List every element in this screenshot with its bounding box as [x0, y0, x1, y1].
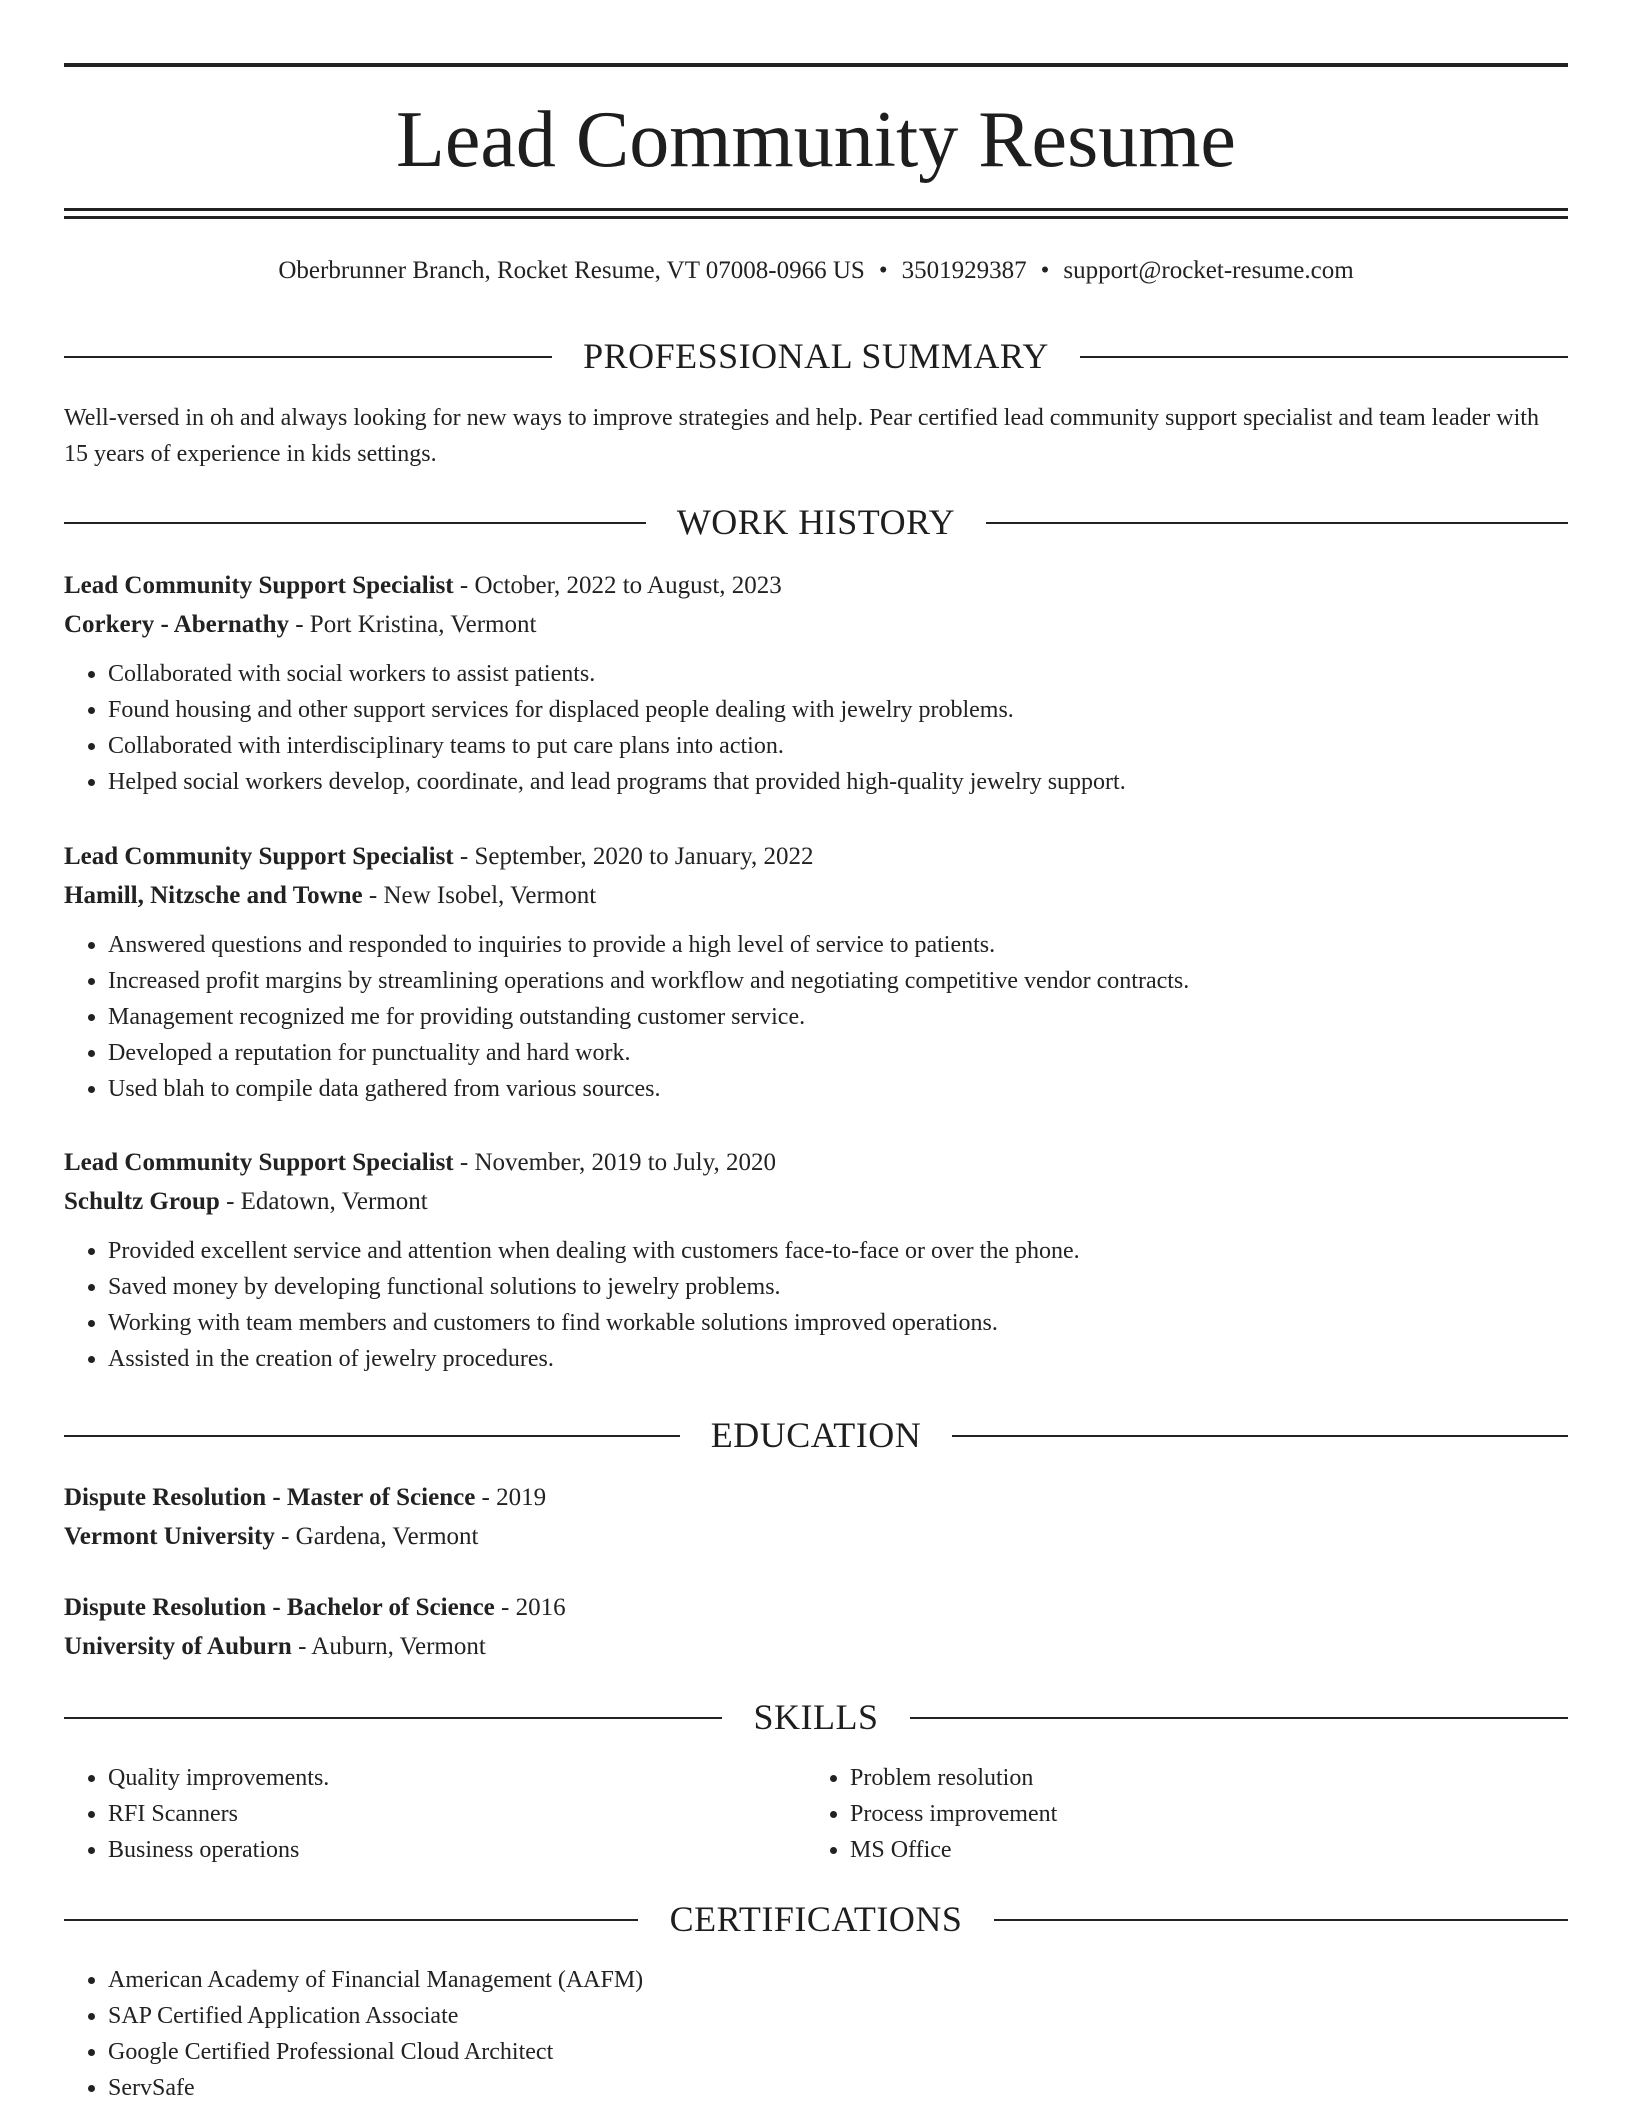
education-location: - Gardena, Vermont	[274, 1523, 479, 1550]
job-dates: - October, 2022 to August, 2023	[453, 572, 782, 599]
job-dates: - November, 2019 to July, 2020	[453, 1149, 776, 1176]
list-item: • American Academy of Financial Management (AAFM)	[108, 1962, 1568, 1998]
section-heading-certifications	[64, 1894, 1568, 1944]
education-year: - 2016	[494, 1594, 566, 1621]
contact-phone: 3501929387	[901, 257, 1027, 284]
job-title-line	[64, 566, 1568, 605]
section-title: SKILLS	[753, 1697, 879, 1737]
contact-address: Oberbrunner Branch, Rocket Resume, VT 07008-0966 US	[278, 257, 865, 284]
list-item: • Provided excellent service and attention when dealing with customers face-to-face or over the phone.	[108, 1233, 1568, 1269]
section-heading-work-history	[64, 497, 1568, 547]
job-company: Hamill, Nitzsche and Towne	[64, 882, 363, 909]
list-item: • Management recognized me for providing outstanding customer service.	[108, 999, 1568, 1035]
skills-list	[64, 1760, 1568, 1870]
job-bullets	[64, 927, 1568, 1107]
job-title: Lead Community Support Specialist	[64, 572, 454, 599]
list-item: • Business operations	[108, 1832, 764, 1868]
list-item: • Found housing and other support services for displaced people dealing with jewelry problems.	[108, 692, 1568, 728]
education-degree-line	[64, 1588, 1568, 1627]
education-degree: Dispute Resolution - Master of Science	[64, 1484, 476, 1511]
heading-rule	[994, 1919, 1568, 1921]
list-item: • Assisted in the creation of jewelry procedures.	[108, 1341, 1568, 1377]
top-rule	[64, 63, 1568, 67]
job-entry	[64, 1143, 1568, 1377]
list-item: • Answered questions and responded to inquiries to provide a high level of service to patients.	[108, 927, 1568, 963]
list-item: • SAP Certified Application Associate	[108, 1998, 1568, 2034]
job-location: - Edatown, Vermont	[219, 1188, 428, 1215]
education-entry	[64, 1588, 1568, 1666]
section-title: CERTIFICATIONS	[669, 1899, 963, 1939]
job-dates: - September, 2020 to January, 2022	[453, 843, 814, 870]
section-title: PROFESSIONAL SUMMARY	[583, 336, 1049, 376]
list-item: • RFI Scanners	[108, 1796, 764, 1832]
job-title-line	[64, 837, 1568, 876]
heading-rule	[986, 522, 1568, 524]
job-bullets	[64, 1233, 1568, 1377]
list-item: • Collaborated with social workers to assist patients.	[108, 656, 1568, 692]
certifications-list	[64, 1962, 1568, 2106]
job-company-line	[64, 605, 1568, 644]
job-title-line	[64, 1143, 1568, 1182]
list-item: • ServSafe	[108, 2070, 1568, 2106]
list-item: • Used blah to compile data gathered from various sources.	[108, 1071, 1568, 1107]
education-entry	[64, 1478, 1568, 1556]
contact-email: support@rocket-resume.com	[1063, 257, 1354, 284]
section-title: WORK HISTORY	[676, 502, 956, 542]
certification-bullets	[64, 1962, 1568, 2106]
education-school: Vermont University	[64, 1523, 275, 1550]
section-heading-skills	[64, 1692, 1568, 1742]
list-item: • Saved money by developing functional solutions to jewelry problems.	[108, 1269, 1568, 1305]
education-location: - Auburn, Vermont	[291, 1633, 486, 1660]
education-school-line	[64, 1627, 1568, 1666]
job-company-line	[64, 1182, 1568, 1221]
skills-column-left	[64, 1760, 764, 1868]
education-degree: Dispute Resolution - Bachelor of Science	[64, 1594, 495, 1621]
section-title: EDUCATION	[710, 1415, 922, 1455]
section-heading-education	[64, 1410, 1568, 1460]
job-title: Lead Community Support Specialist	[64, 843, 454, 870]
job-entry	[64, 566, 1568, 800]
education-school: University of Auburn	[64, 1633, 292, 1660]
list-item: • Collaborated with interdisciplinary teams to put care plans into action.	[108, 728, 1568, 764]
contact-separator: •	[1040, 257, 1050, 284]
list-item: • Developed a reputation for punctuality and hard work.	[108, 1035, 1568, 1071]
title-double-rule-bottom	[64, 216, 1568, 219]
job-company: Corkery - Abernathy	[64, 611, 289, 638]
job-bullets	[64, 656, 1568, 800]
education-school-line	[64, 1517, 1568, 1556]
list-item: • MS Office	[850, 1832, 1506, 1868]
resume-title: Lead Community Resume	[396, 96, 1236, 184]
list-item: • Google Certified Professional Cloud Architect	[108, 2034, 1568, 2070]
job-company: Schultz Group	[64, 1188, 220, 1215]
education-degree-line	[64, 1478, 1568, 1517]
job-location: - New Isobel, Vermont	[362, 882, 597, 909]
heading-rule	[952, 1435, 1568, 1437]
list-item: • Problem resolution	[850, 1760, 1506, 1796]
job-location: - Port Kristina, Vermont	[288, 611, 537, 638]
list-item: • Working with team members and customers to find workable solutions improved operations.	[108, 1305, 1568, 1341]
contact-line	[64, 253, 1568, 289]
job-entry	[64, 837, 1568, 1107]
skills-column-right	[806, 1760, 1506, 1868]
section-heading-summary	[64, 331, 1568, 381]
skills-bullets	[806, 1760, 1506, 1868]
list-item: • Quality improvements.	[108, 1760, 764, 1796]
education-year: - 2019	[475, 1484, 547, 1511]
skills-bullets	[64, 1760, 764, 1868]
list-item: • Helped social workers develop, coordinate, and lead programs that provided high-quality jewelry support.	[108, 764, 1568, 800]
title-double-rule-top	[64, 208, 1568, 211]
job-title: Lead Community Support Specialist	[64, 1149, 454, 1176]
job-company-line	[64, 876, 1568, 915]
heading-rule	[1080, 356, 1568, 358]
list-item: • Increased profit margins by streamlining operations and workflow and negotiating competitive vendor contracts.	[108, 963, 1568, 999]
contact-separator: •	[878, 257, 888, 284]
summary-text: Well-versed in oh and always looking for new ways to improve strategies and help. Pear certified lead community support specialist and team leader with 15 years of experience in kids settings.	[64, 405, 1539, 467]
list-item: • Process improvement	[850, 1796, 1506, 1832]
heading-rule	[910, 1717, 1568, 1719]
